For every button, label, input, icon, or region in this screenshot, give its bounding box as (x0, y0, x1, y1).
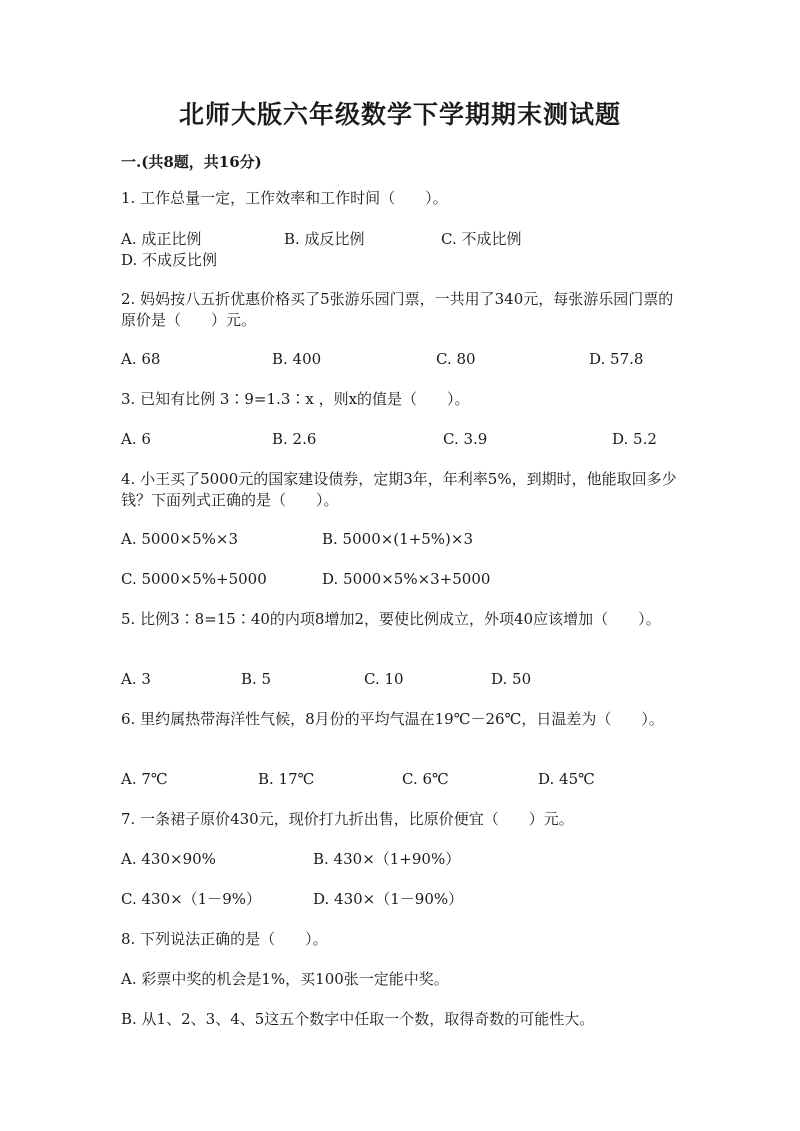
question-4-stem: 4. 小王买了5000元的国家建设债券，定期3年，年利率5%，到期时，他能取回多少钱？下面列式正确的是（ ）。 (121, 470, 677, 509)
question-2-option-c: C. 80 (436, 350, 476, 368)
question-2-option-b: B. 400 (272, 350, 322, 368)
question-5-option-d: D. 50 (491, 670, 532, 688)
question-1-option-b: B. 成反比例 (284, 230, 365, 248)
question-4-option-d: D. 5000×5%×3+5000 (322, 570, 491, 588)
question-3-option-c: C. 3.9 (443, 430, 488, 448)
question-8-stem: 8. 下列说法正确的是（ ）。 (121, 930, 328, 948)
question-1-option-d: D. 不成反比例 (121, 251, 218, 269)
question-2-option-d: D. 57.8 (589, 350, 644, 368)
question-5-stem: 5. 比例3∶8=15∶40的内项8增加2，要使比例成立，外项40应该增加（ ）。 (121, 610, 661, 628)
question-4-option-b: B. 5000×(1+5%)×3 (322, 530, 474, 548)
question-8-option-b: B. 从1、2、3、4、5这五个数字中任取一个数，取得奇数的可能性大。 (121, 1010, 595, 1028)
question-7-stem: 7. 一条裙子原价430元，现价打九折出售，比原价便宜（ ）元。 (121, 810, 574, 828)
question-6-option-b: B. 17℃ (258, 770, 315, 788)
question-2-stem: 2. 妈妈按八五折优惠价格买了5张游乐园门票，一共用了340元，每张游乐园门票的原价是（ ）元。 (121, 290, 674, 329)
question-5-option-b: B. 5 (241, 670, 272, 688)
question-7-option-a: A. 430×90% (121, 850, 216, 868)
question-6-stem: 6. 里约属热带海洋性气候，8月份的平均气温在19℃－26℃，日温差为（ ）。 (121, 710, 664, 728)
question-3-option-b: B. 2.6 (272, 430, 317, 448)
question-6-option-a: A. 7℃ (121, 770, 168, 788)
question-4-option-a: A. 5000×5%×3 (121, 530, 239, 548)
question-6-option-c: C. 6℃ (402, 770, 449, 788)
question-2-option-a: A. 68 (121, 350, 161, 368)
question-6-option-d: D. 45℃ (538, 770, 595, 788)
question-7-option-c: C. 430×（1－9%） (121, 890, 262, 908)
question-1-options (121, 229, 681, 271)
question-5-option-c: C. 10 (364, 670, 404, 688)
question-1-option-c: C. 不成比例 (441, 230, 522, 248)
question-3-option-a: A. 6 (121, 430, 151, 448)
question-3-stem: 3. 已知有比例 3∶9=1.3∶x ，则x的值是（ ）。 (121, 390, 470, 408)
question-4-option-c: C. 5000×5%+5000 (121, 570, 267, 588)
question-1-stem: 1. 工作总量一定，工作效率和工作时间（ ）。 (121, 189, 448, 207)
page-title: 北师大版六年级数学下学期期末测试题 (178, 100, 621, 129)
question-3-option-d: D. 5.2 (612, 430, 657, 448)
question-7-option-b: B. 430×（1+90%） (313, 850, 461, 868)
question-1-option-a: A. 成正比例 (121, 230, 202, 248)
question-5-option-a: A. 3 (121, 670, 151, 688)
question-7-option-d: D. 430×（1－90%） (313, 890, 464, 908)
section-heading: 一.(共8题，共16分) (121, 153, 262, 171)
question-8-option-a: A. 彩票中奖的机会是1%，买100张一定能中奖。 (121, 970, 449, 988)
